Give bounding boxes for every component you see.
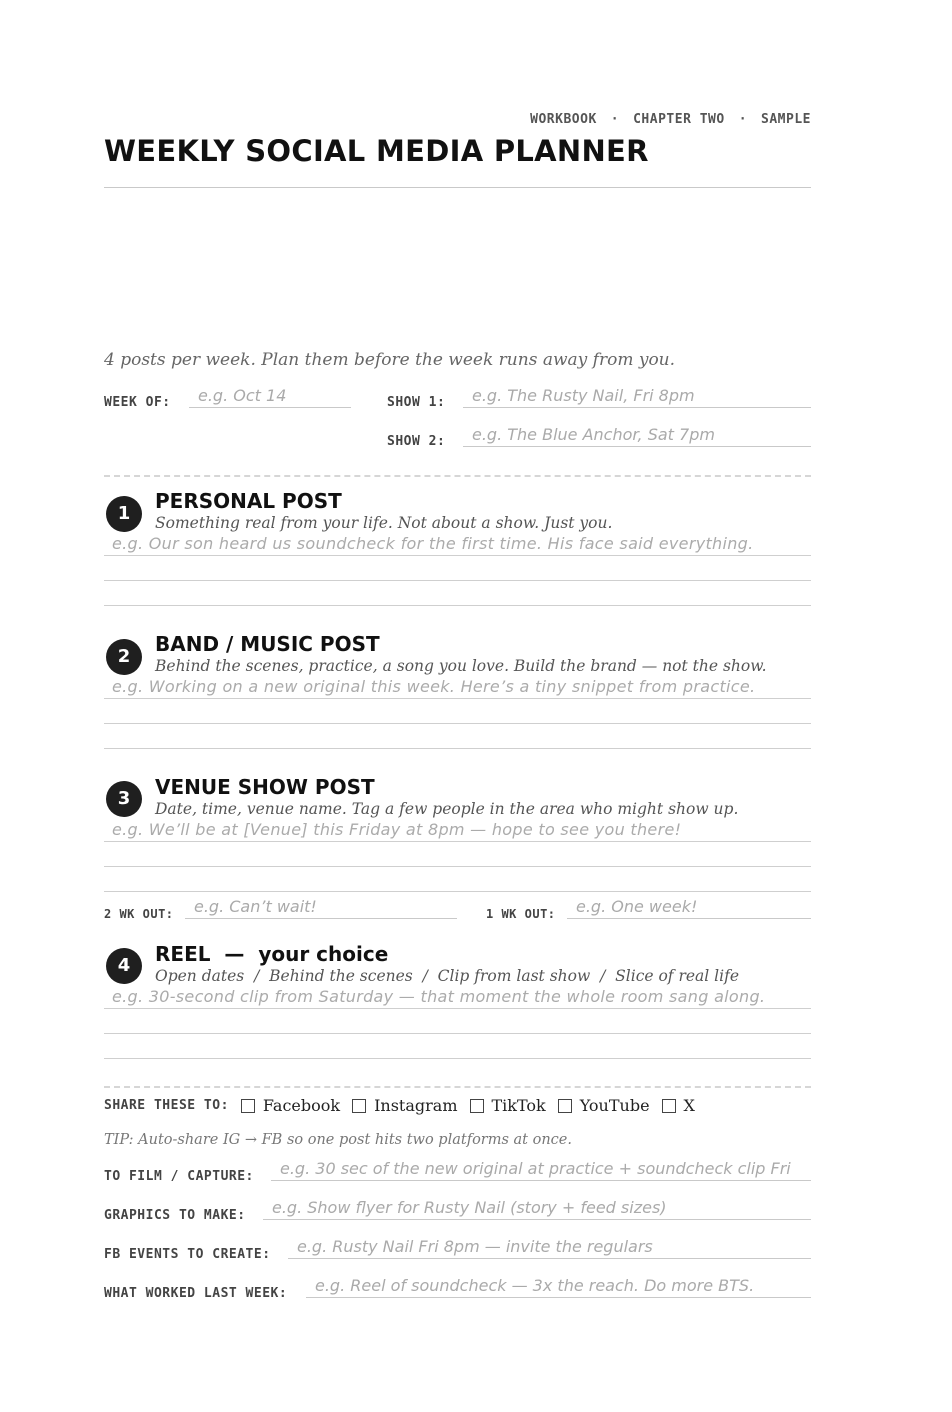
week-of-field[interactable]: e.g. Oct 14 [189,386,351,408]
section-subtitle-personal: Something real from your life. Not about a show. Just you. [155,514,613,532]
meta-chapter: CHAPTER TWO [633,112,725,127]
one-wk-out-field[interactable]: e.g. One week! [567,897,811,919]
writing-line[interactable] [104,1033,811,1034]
section-subtitle-reel: Open dates / Behind the scenes / Clip from last show / Slice of real life [155,967,739,985]
section-example-band: e.g. Working on a new original this week. Here’s a tiny snippet from practice. [112,677,756,696]
section-divider [104,475,811,477]
intro-text: 4 posts per week. Plan them before the week runs away from you. [104,350,676,370]
writing-line[interactable] [104,748,811,749]
page-title: WEEKLY SOCIAL MEDIA PLANNER [104,134,649,168]
writing-line[interactable] [104,698,811,699]
facebook-option-label: Facebook [262,1096,341,1115]
show2-field[interactable]: e.g. The Blue Anchor, Sat 7pm [463,425,811,447]
fb-events-field[interactable]: e.g. Rusty Nail Fri 8pm — invite the regulars [288,1237,811,1259]
tiktok-checkbox[interactable] [470,1099,484,1113]
meta-separator: · [738,112,748,127]
youtube-option-label: YouTube [579,1096,650,1115]
graphics-field[interactable]: e.g. Show flyer for Rusty Nail (story + feed sizes) [263,1198,811,1220]
section-title-venue: VENUE SHOW POST [155,775,375,799]
x-option-label: X [683,1096,695,1115]
facebook-checkbox[interactable] [241,1099,255,1113]
tiktok-option-label: TikTok [491,1096,546,1115]
one-wk-out-label: 1 WK OUT: [486,907,556,921]
instagram-checkbox[interactable] [352,1099,366,1113]
meta-workbook: WORKBOOK [530,112,597,127]
section-number-badge: 1 [106,496,142,532]
graphics-label: GRAPHICS TO MAKE: [104,1208,246,1223]
writing-line[interactable] [104,555,811,556]
section-number-badge: 2 [106,639,142,675]
show2-label: SHOW 2: [387,434,446,449]
writing-line[interactable] [104,605,811,606]
section-divider [104,1086,811,1088]
section-example-personal: e.g. Our son heard us soundcheck for the first time. His face said everything. [112,534,754,553]
film-capture-label: TO FILM / CAPTURE: [104,1169,254,1184]
header-meta [104,112,811,127]
writing-line[interactable] [104,866,811,867]
week-of-label: WEEK OF: [104,395,171,410]
writing-line[interactable] [104,1058,811,1059]
section-number-badge: 4 [106,948,142,984]
two-wk-out-label: 2 WK OUT: [104,907,174,921]
writing-line[interactable] [104,723,811,724]
meta-separator: · [610,112,620,127]
share-label: SHARE THESE TO: [104,1098,229,1113]
writing-line[interactable] [104,580,811,581]
instagram-option-label: Instagram [374,1096,458,1115]
section-subtitle-venue: Date, time, venue name. Tag a few people in the area who might show up. [155,800,739,818]
meta-sample: SAMPLE [761,112,811,127]
writing-line[interactable] [104,891,811,892]
section-example-venue: e.g. We’ll be at [Venue] this Friday at 8pm — hope to see you there! [112,820,682,839]
writing-line[interactable] [104,1008,811,1009]
two-wk-out-field[interactable]: e.g. Can’t wait! [185,897,457,919]
title-divider [104,187,811,188]
section-title-band: BAND / MUSIC POST [155,632,380,656]
section-title-reel: REEL — your choice [155,942,389,966]
show1-label: SHOW 1: [387,395,446,410]
section-subtitle-band: Behind the scenes, practice, a song you love. Build the brand — not the show. [155,657,767,675]
share-row [104,1096,695,1115]
tip-text: TIP: Auto-share IG → FB so one post hits two platforms at once. [104,1132,572,1148]
section-number-badge: 3 [106,781,142,817]
fb-events-label: FB EVENTS TO CREATE: [104,1247,271,1262]
youtube-checkbox[interactable] [558,1099,572,1113]
show1-field[interactable]: e.g. The Rusty Nail, Fri 8pm [463,386,811,408]
writing-line[interactable] [104,841,811,842]
x-checkbox[interactable] [662,1099,676,1113]
film-capture-field[interactable]: e.g. 30 sec of the new original at practice + soundcheck clip Fri [271,1159,811,1181]
section-example-reel: e.g. 30-second clip from Saturday — that moment the whole room sang along. [112,987,766,1006]
section-title-personal: PERSONAL POST [155,489,342,513]
what-worked-label: WHAT WORKED LAST WEEK: [104,1286,288,1301]
what-worked-field[interactable]: e.g. Reel of soundcheck — 3x the reach. Do more BTS. [306,1276,811,1298]
